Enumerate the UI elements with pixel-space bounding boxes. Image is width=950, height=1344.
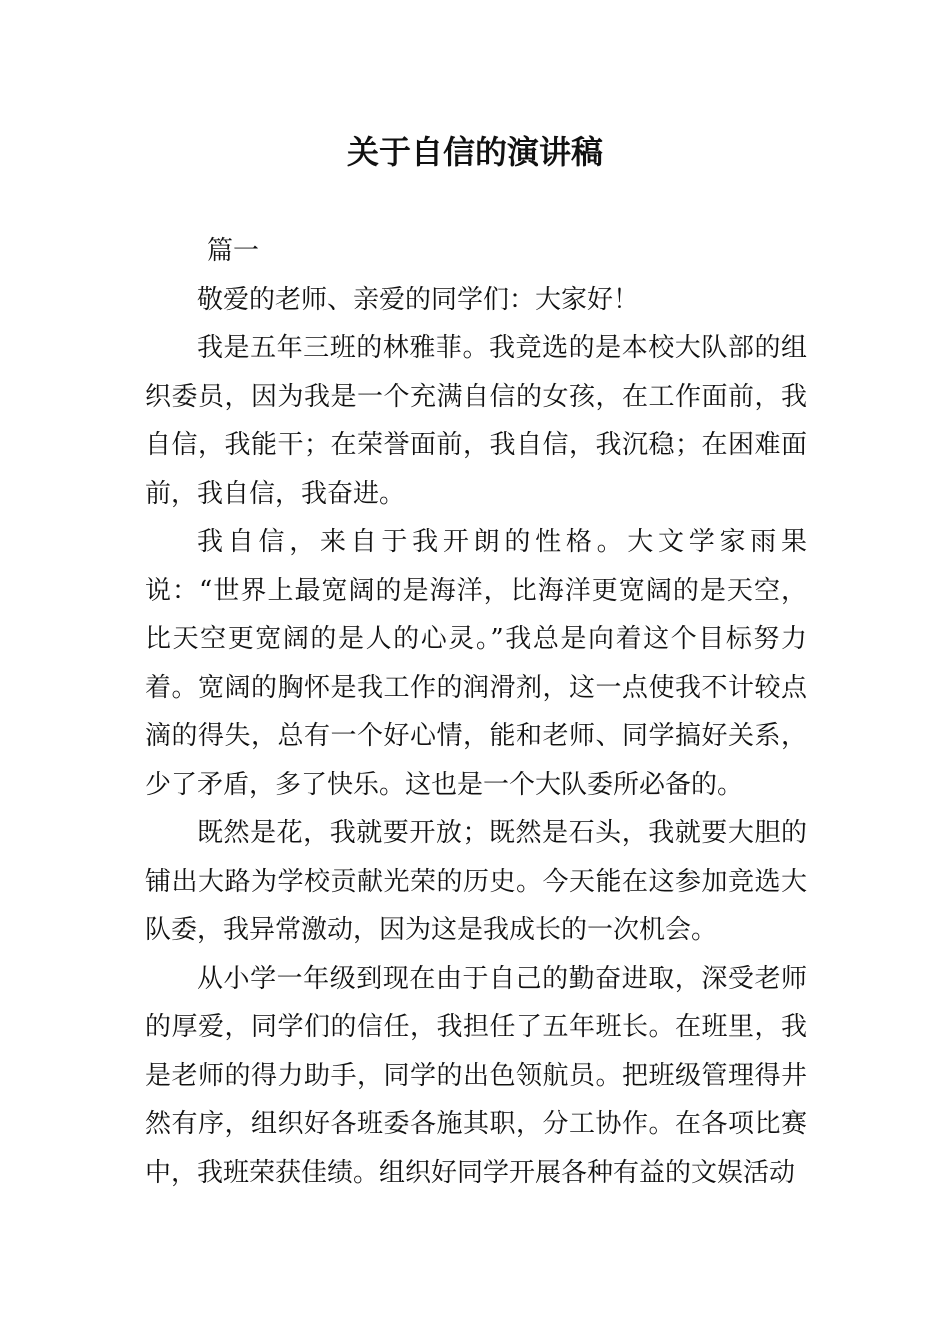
- paragraph-personality: 我自信，来自于我开朗的性格。大文学家雨果说：“世界上最宽阔的是海洋，比海洋更宽阔的是天空，比天空更宽阔的是人的心灵。”我总是向着这个目标努力着。宽阔的胸怀是我工作的润滑剂，这一点使我不计较点滴的得失，总有一个好心情，能和老师、同学搞好关系，少了矛盾，多了快乐。这也是一个大队委所必备的。: [145, 527, 807, 800]
- document-title: 关于自信的演讲稿: [346, 133, 603, 171]
- paragraph-opportunity: 既然是花，我就要开放；既然是石头，我就要大胆的铺出大路为学校贡献光荣的历史。今天能在这参加竞选大队委，我异常激动，因为这是我成长的一次机会。: [145, 818, 807, 945]
- paragraph-introduction: 我是五年三班的林雅菲。我竞选的是本校大队部的组织委员，因为我是一个充满自信的女孩，在工作面前，我自信，我能干；在荣誉面前，我自信，我沉稳；在困难面前，我自信，我奋进。: [145, 333, 807, 509]
- document-body: [145, 227, 807, 1197]
- paragraph-experience: 从小学一年级到现在由于自己的勤奋进取，深受老师的厚爱，同学们的信任，我担任了五年班长。在班里，我是老师的得力助手，同学的出色领航员。把班级管理得井然有序，组织好各班委各施其职，分工协作。在各项比赛中，我班荣获佳绩。组织好同学开展各种有益的文娱活动: [145, 963, 807, 1188]
- section-label: 篇一: [207, 236, 260, 266]
- paragraph-greeting: 敬爱的老师、亲爱的同学们：大家好！: [197, 284, 640, 315]
